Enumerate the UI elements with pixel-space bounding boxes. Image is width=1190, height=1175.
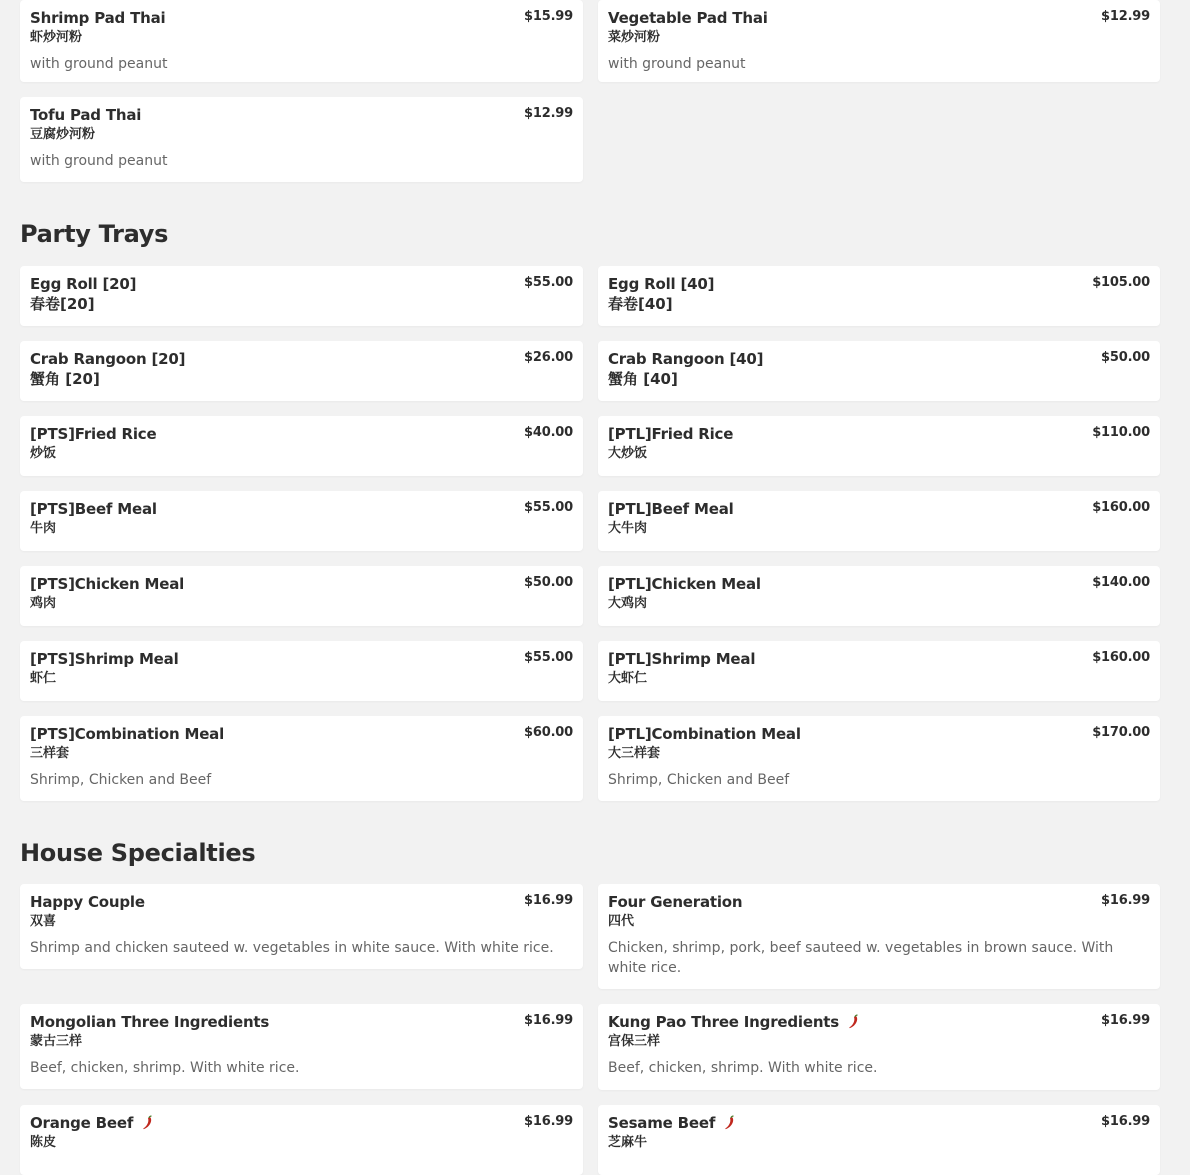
item-chinese-name: 双喜 <box>30 914 57 929</box>
item-description: Shrimp and chicken sauteed w. vegetables in white sauce. With white rice. <box>30 940 554 956</box>
chili-pepper-icon <box>847 1014 861 1030</box>
menu-item-card[interactable] <box>598 641 1160 701</box>
item-price: $16.99 <box>1101 893 1150 908</box>
item-price: $16.99 <box>524 893 573 908</box>
menu-item-card[interactable] <box>20 1004 583 1089</box>
item-name: [PTL]Fried Rice <box>608 425 734 443</box>
chili-pepper-icon <box>141 1115 155 1131</box>
item-description: Chicken, shrimp, pork, beef sauteed w. vegetables in brown sauce. With white rice. <box>608 940 1114 976</box>
item-price: $16.99 <box>1101 1114 1150 1129</box>
item-chinese-name: 陈皮 <box>30 1135 57 1150</box>
item-price: $15.99 <box>524 9 573 24</box>
menu-item-card[interactable] <box>598 341 1160 401</box>
item-chinese-name: 四代 <box>608 914 635 929</box>
item-chinese-name: 牛肉 <box>30 521 57 536</box>
item-name: [PTL]Shrimp Meal <box>608 650 756 668</box>
item-chinese-name: 大鸡肉 <box>608 596 648 611</box>
item-description: with ground peanut <box>608 56 746 72</box>
item-price: $50.00 <box>1101 350 1150 365</box>
item-chinese-name: 蒙古三样 <box>30 1034 83 1049</box>
menu-item-card[interactable] <box>598 1004 1160 1090</box>
menu-item-card[interactable] <box>20 0 583 82</box>
item-name: Tofu Pad Thai <box>30 106 142 124</box>
item-name: Mongolian Three Ingredients <box>30 1013 270 1031</box>
item-chinese-name: 春卷[20] <box>30 295 95 313</box>
item-name: Crab Rangoon [40] <box>608 350 764 368</box>
item-price: $160.00 <box>1092 500 1150 515</box>
item-chinese-name: 大炒饭 <box>608 446 648 461</box>
item-chinese-name: 豆腐炒河粉 <box>30 127 96 142</box>
item-price: $50.00 <box>524 575 573 590</box>
item-description: with ground peanut <box>30 153 168 169</box>
item-name-wrap <box>30 1114 155 1132</box>
item-description: Shrimp, Chicken and Beef <box>608 772 790 788</box>
item-description: Shrimp, Chicken and Beef <box>30 772 212 788</box>
item-price: $12.99 <box>1101 9 1150 24</box>
menu-item-card[interactable] <box>20 491 583 551</box>
section-pad-thai <box>20 0 1160 197</box>
menu-item-card[interactable] <box>598 566 1160 626</box>
item-name: Shrimp Pad Thai <box>30 9 166 27</box>
item-price: $60.00 <box>524 725 573 740</box>
menu-item-card[interactable] <box>598 884 1160 989</box>
item-name: [PTL]Combination Meal <box>608 725 801 743</box>
menu-item-card[interactable] <box>20 1105 583 1175</box>
item-description: Beef, chicken, shrimp. With white rice. <box>30 1060 300 1076</box>
menu-item-card[interactable] <box>20 97 583 182</box>
item-chinese-name: 菜炒河粉 <box>608 30 661 45</box>
item-name: [PTS]Fried Rice <box>30 425 157 443</box>
item-name: [PTS]Chicken Meal <box>30 575 185 593</box>
menu-item-card[interactable] <box>20 266 583 326</box>
menu-item-card[interactable] <box>598 491 1160 551</box>
menu-item-card[interactable] <box>598 1105 1160 1175</box>
item-description: with ground peanut <box>30 56 168 72</box>
item-price: $55.00 <box>524 500 573 515</box>
menu-item-card[interactable] <box>598 0 1160 82</box>
item-price: $170.00 <box>1092 725 1150 740</box>
item-chinese-name: 三样套 <box>30 746 70 761</box>
menu-item-card[interactable] <box>20 641 583 701</box>
item-chinese-name: 虾仁 <box>30 671 57 686</box>
item-name-wrap <box>608 1114 737 1132</box>
item-price: $26.00 <box>524 350 573 365</box>
item-name-wrap <box>608 1013 861 1031</box>
item-name: [PTS]Shrimp Meal <box>30 650 179 668</box>
item-price: $16.99 <box>524 1114 573 1129</box>
section-party-trays <box>20 214 1160 801</box>
item-chinese-name: 大牛肉 <box>608 521 648 536</box>
menu-item-card[interactable] <box>20 341 583 401</box>
item-name: [PTL]Chicken Meal <box>608 575 761 593</box>
item-price: $160.00 <box>1092 650 1150 665</box>
menu-page <box>20 0 1160 1175</box>
item-name: Sesame Beef <box>608 1114 716 1132</box>
item-name: Egg Roll [40] <box>608 275 715 293</box>
menu-item-card[interactable] <box>20 416 583 476</box>
section-house-specialties <box>20 833 1160 1175</box>
chili-pepper-icon <box>723 1115 737 1131</box>
item-name: [PTS]Combination Meal <box>30 725 225 743</box>
item-description: Beef, chicken, shrimp. With white rice. <box>608 1060 878 1076</box>
item-price: $55.00 <box>524 650 573 665</box>
menu-item-card[interactable] <box>598 266 1160 326</box>
item-chinese-name: 虾炒河粉 <box>30 30 83 45</box>
item-price: $16.99 <box>1101 1013 1150 1028</box>
menu-item-card[interactable] <box>598 416 1160 476</box>
item-name: Orange Beef <box>30 1114 134 1132</box>
menu-item-card[interactable] <box>598 716 1160 801</box>
item-chinese-name: 大虾仁 <box>608 671 648 686</box>
item-name: [PTL]Beef Meal <box>608 500 734 518</box>
item-chinese-name: 炒饭 <box>30 446 57 461</box>
item-name: Four Generation <box>608 893 743 911</box>
menu-item-card[interactable] <box>20 566 583 626</box>
item-name: Crab Rangoon [20] <box>30 350 186 368</box>
menu-item-card[interactable] <box>20 884 583 969</box>
item-name: [PTS]Beef Meal <box>30 500 157 518</box>
item-price: $110.00 <box>1092 425 1150 440</box>
menu-item-card[interactable] <box>20 716 583 801</box>
item-chinese-name: 蟹角 [20] <box>30 370 100 388</box>
item-name: Kung Pao Three Ingredients <box>608 1013 839 1031</box>
item-chinese-name: 宫保三样 <box>608 1034 661 1049</box>
section-title: House Specialties <box>20 839 256 867</box>
item-chinese-name: 春卷[40] <box>608 295 673 313</box>
item-price: $140.00 <box>1092 575 1150 590</box>
item-price: $105.00 <box>1092 275 1150 290</box>
item-price: $16.99 <box>524 1013 573 1028</box>
section-title: Party Trays <box>20 220 169 248</box>
item-price: $40.00 <box>524 425 573 440</box>
item-name: Happy Couple <box>30 893 145 911</box>
item-chinese-name: 蟹角 [40] <box>608 370 678 388</box>
item-chinese-name: 鸡肉 <box>30 596 57 611</box>
item-chinese-name: 大三样套 <box>608 746 661 761</box>
item-name: Egg Roll [20] <box>30 275 137 293</box>
item-price: $55.00 <box>524 275 573 290</box>
item-name: Vegetable Pad Thai <box>608 9 768 27</box>
item-chinese-name: 芝麻牛 <box>608 1135 648 1150</box>
item-price: $12.99 <box>524 106 573 121</box>
